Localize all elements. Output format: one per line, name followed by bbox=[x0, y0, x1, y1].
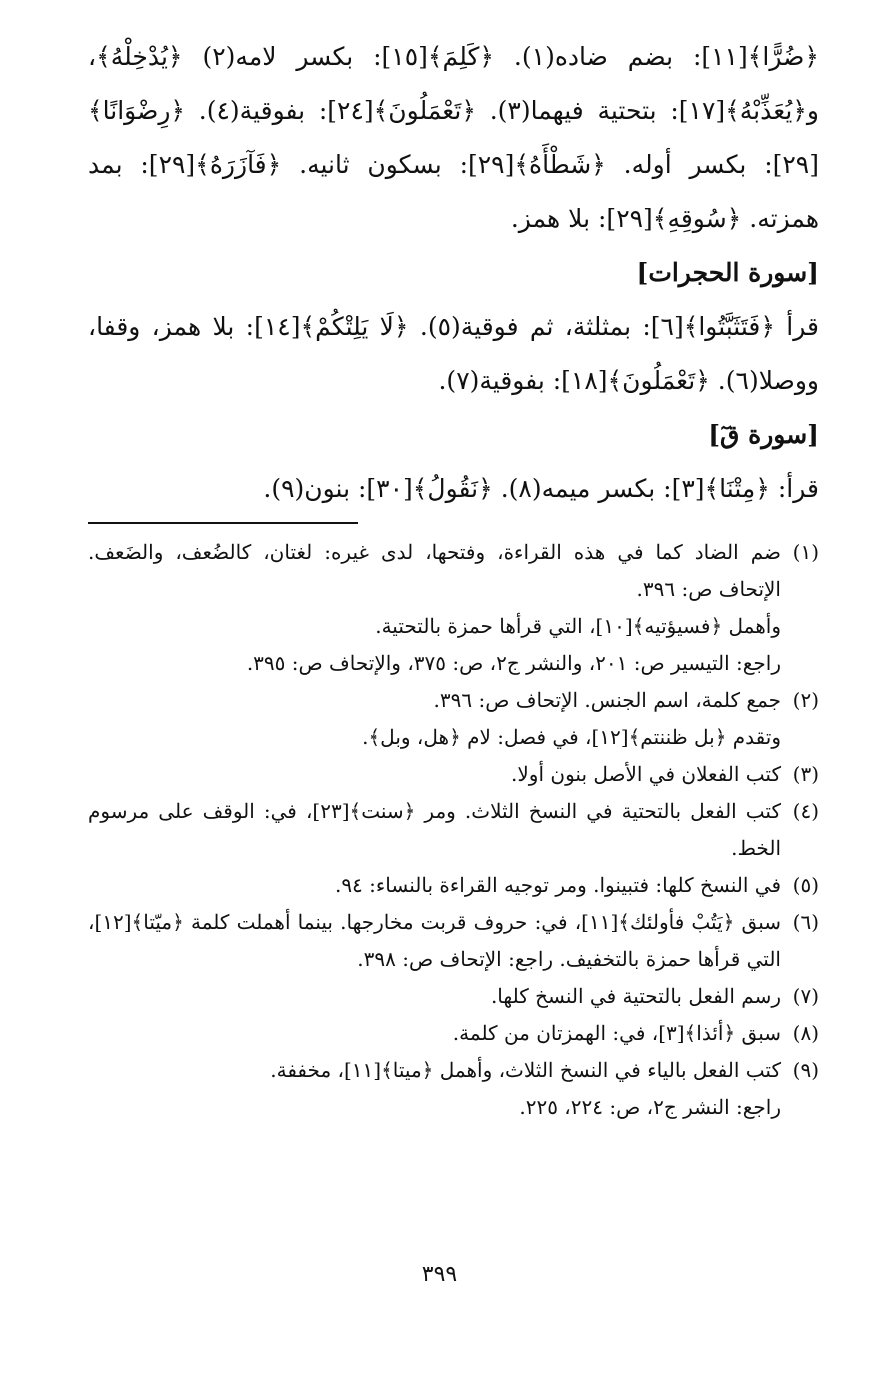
footnote-subline: راجع: النشر ج٢، ص: ٢٢٤، ٢٢٥. bbox=[519, 1095, 781, 1119]
footnote-text: كتب الفعل بالياء في النسخ الثلاث، وأهمل ﴿ميتا﴾[١١]، مخففة. bbox=[270, 1058, 781, 1082]
footnote-subline: وتقدم ﴿بل ظننتم﴾[١٢]، في فصل: لام ﴿هل، وبل﴾. bbox=[362, 725, 781, 749]
footnote-subline: وأهمل ﴿فسيؤتيه﴾[١٠]، التي قرأها حمزة بالتحتية. bbox=[375, 614, 781, 638]
footnote bbox=[88, 682, 819, 719]
footnote-separator bbox=[88, 522, 358, 524]
footnote-number: (٣) bbox=[792, 762, 819, 786]
footnote-text: كتب الفعلان في الأصل بنون أولا. bbox=[511, 762, 781, 786]
footnote-subline: راجع: التيسير ص: ٢٠١، والنشر ج٢، ص: ٣٧٥، والإتحاف ص: ٣٩٥. bbox=[246, 651, 781, 675]
footnote-number: (٩) bbox=[792, 1058, 819, 1082]
footnote-text: سبق ﴿أئذا﴾[٣]، في: الهمزتان من كلمة. bbox=[452, 1021, 781, 1045]
footnote-text: جمع كلمة، اسم الجنس. الإتحاف ص: ٣٩٦. bbox=[433, 688, 781, 712]
section-heading-qaf: [سورة قٓ] bbox=[708, 420, 819, 449]
footnote bbox=[88, 1052, 819, 1089]
footnote-text: كتب الفعل بالتحتية في النسخ الثلاث. ومر ﴿سنت﴾[٢٣]، في: الوقف على مرسوم الخط. bbox=[88, 799, 781, 860]
footnote bbox=[88, 867, 819, 904]
footnote-number: (٨) bbox=[792, 1021, 819, 1045]
footnote-text: في النسخ كلها: فتبينوا. ومر توجيه القراءة بالنساء: ٩٤. bbox=[334, 873, 781, 897]
footnotes bbox=[88, 534, 819, 1126]
section-text-qaf: قرأ: ﴿مِتْنَا﴾[٣]: بكسر ميمه(٨). ﴿نَقُولُ﴾[٣٠]: بنون(٩). bbox=[263, 474, 819, 503]
main-text bbox=[88, 30, 819, 516]
footnote bbox=[88, 793, 819, 867]
footnote bbox=[88, 1015, 819, 1052]
footnote bbox=[88, 534, 819, 608]
footnote bbox=[88, 756, 819, 793]
footnote-number: (٥) bbox=[792, 873, 819, 897]
footnote-text: رسم الفعل بالتحتية في النسخ كلها. bbox=[490, 984, 781, 1008]
footnote-number: (٤) bbox=[792, 799, 819, 823]
footnote-number: (٦) bbox=[792, 910, 819, 934]
footnote-text: ضم الضاد كما في هذه القراءة، وفتحها، لدى غيره: لغتان، كالضُعف، والضَعف. الإتحاف ص: ٣٩٦. bbox=[88, 540, 781, 601]
footnote-text: سبق ﴿يَتُبْ فأولئك﴾[١١]، في: حروف قربت مخارجها. بينما أهملت كلمة ﴿ميّتا﴾[١٢]، التي قرأها حمزة بالتخفيف. راجع: الإتحاف ص: ٣٩٨. bbox=[88, 910, 781, 971]
footnote-number: (١) bbox=[792, 540, 819, 564]
book-page bbox=[88, 30, 819, 1389]
section-text-hujurat: قرأ ﴿فَتَثَبَّتُوا﴾[٦]: بمثلثة، ثم فوقية(٥). ﴿لَا يَلِتْكُمْ﴾[١٤]: بلا همز، وقفا، ووصلا(٦). ﴿تَعْمَلُونَ﴾[١٨]: بفوقية(٧). bbox=[88, 312, 819, 395]
opening-paragraph: ﴿ضُرًّا﴾[١١]: بضم ضاده(١). ﴿كَلِمَ﴾[١٥]: بكسر لامه(٢) ﴿يُدْخِلْهُ﴾، و﴿يُعَذِّبْهُ﴾[١٧]: بتحتية فيهما(٣). ﴿تَعْمَلُونَ﴾[٢٤]: بفوقية(٤). ﴿رِضْوَانًا﴾[٢٩]: بكسر أوله. ﴿شَطْأَهُ﴾[٢٩]: بسكون ثانيه. ﴿فَآزَرَهُ﴾[٢٩]: بمد همزته. ﴿سُوقِهِ﴾[٢٩]: بلا همز. bbox=[88, 42, 820, 233]
page-number: ٣٩٩ bbox=[421, 1262, 458, 1287]
footnote-number: (٢) bbox=[792, 688, 819, 712]
footnote bbox=[88, 904, 819, 978]
section-heading-hujurat: [سورة الحجرات] bbox=[636, 258, 819, 287]
footnote-number: (٧) bbox=[792, 984, 819, 1008]
footnote bbox=[88, 978, 819, 1015]
footnote-separator-wrap bbox=[88, 516, 819, 534]
